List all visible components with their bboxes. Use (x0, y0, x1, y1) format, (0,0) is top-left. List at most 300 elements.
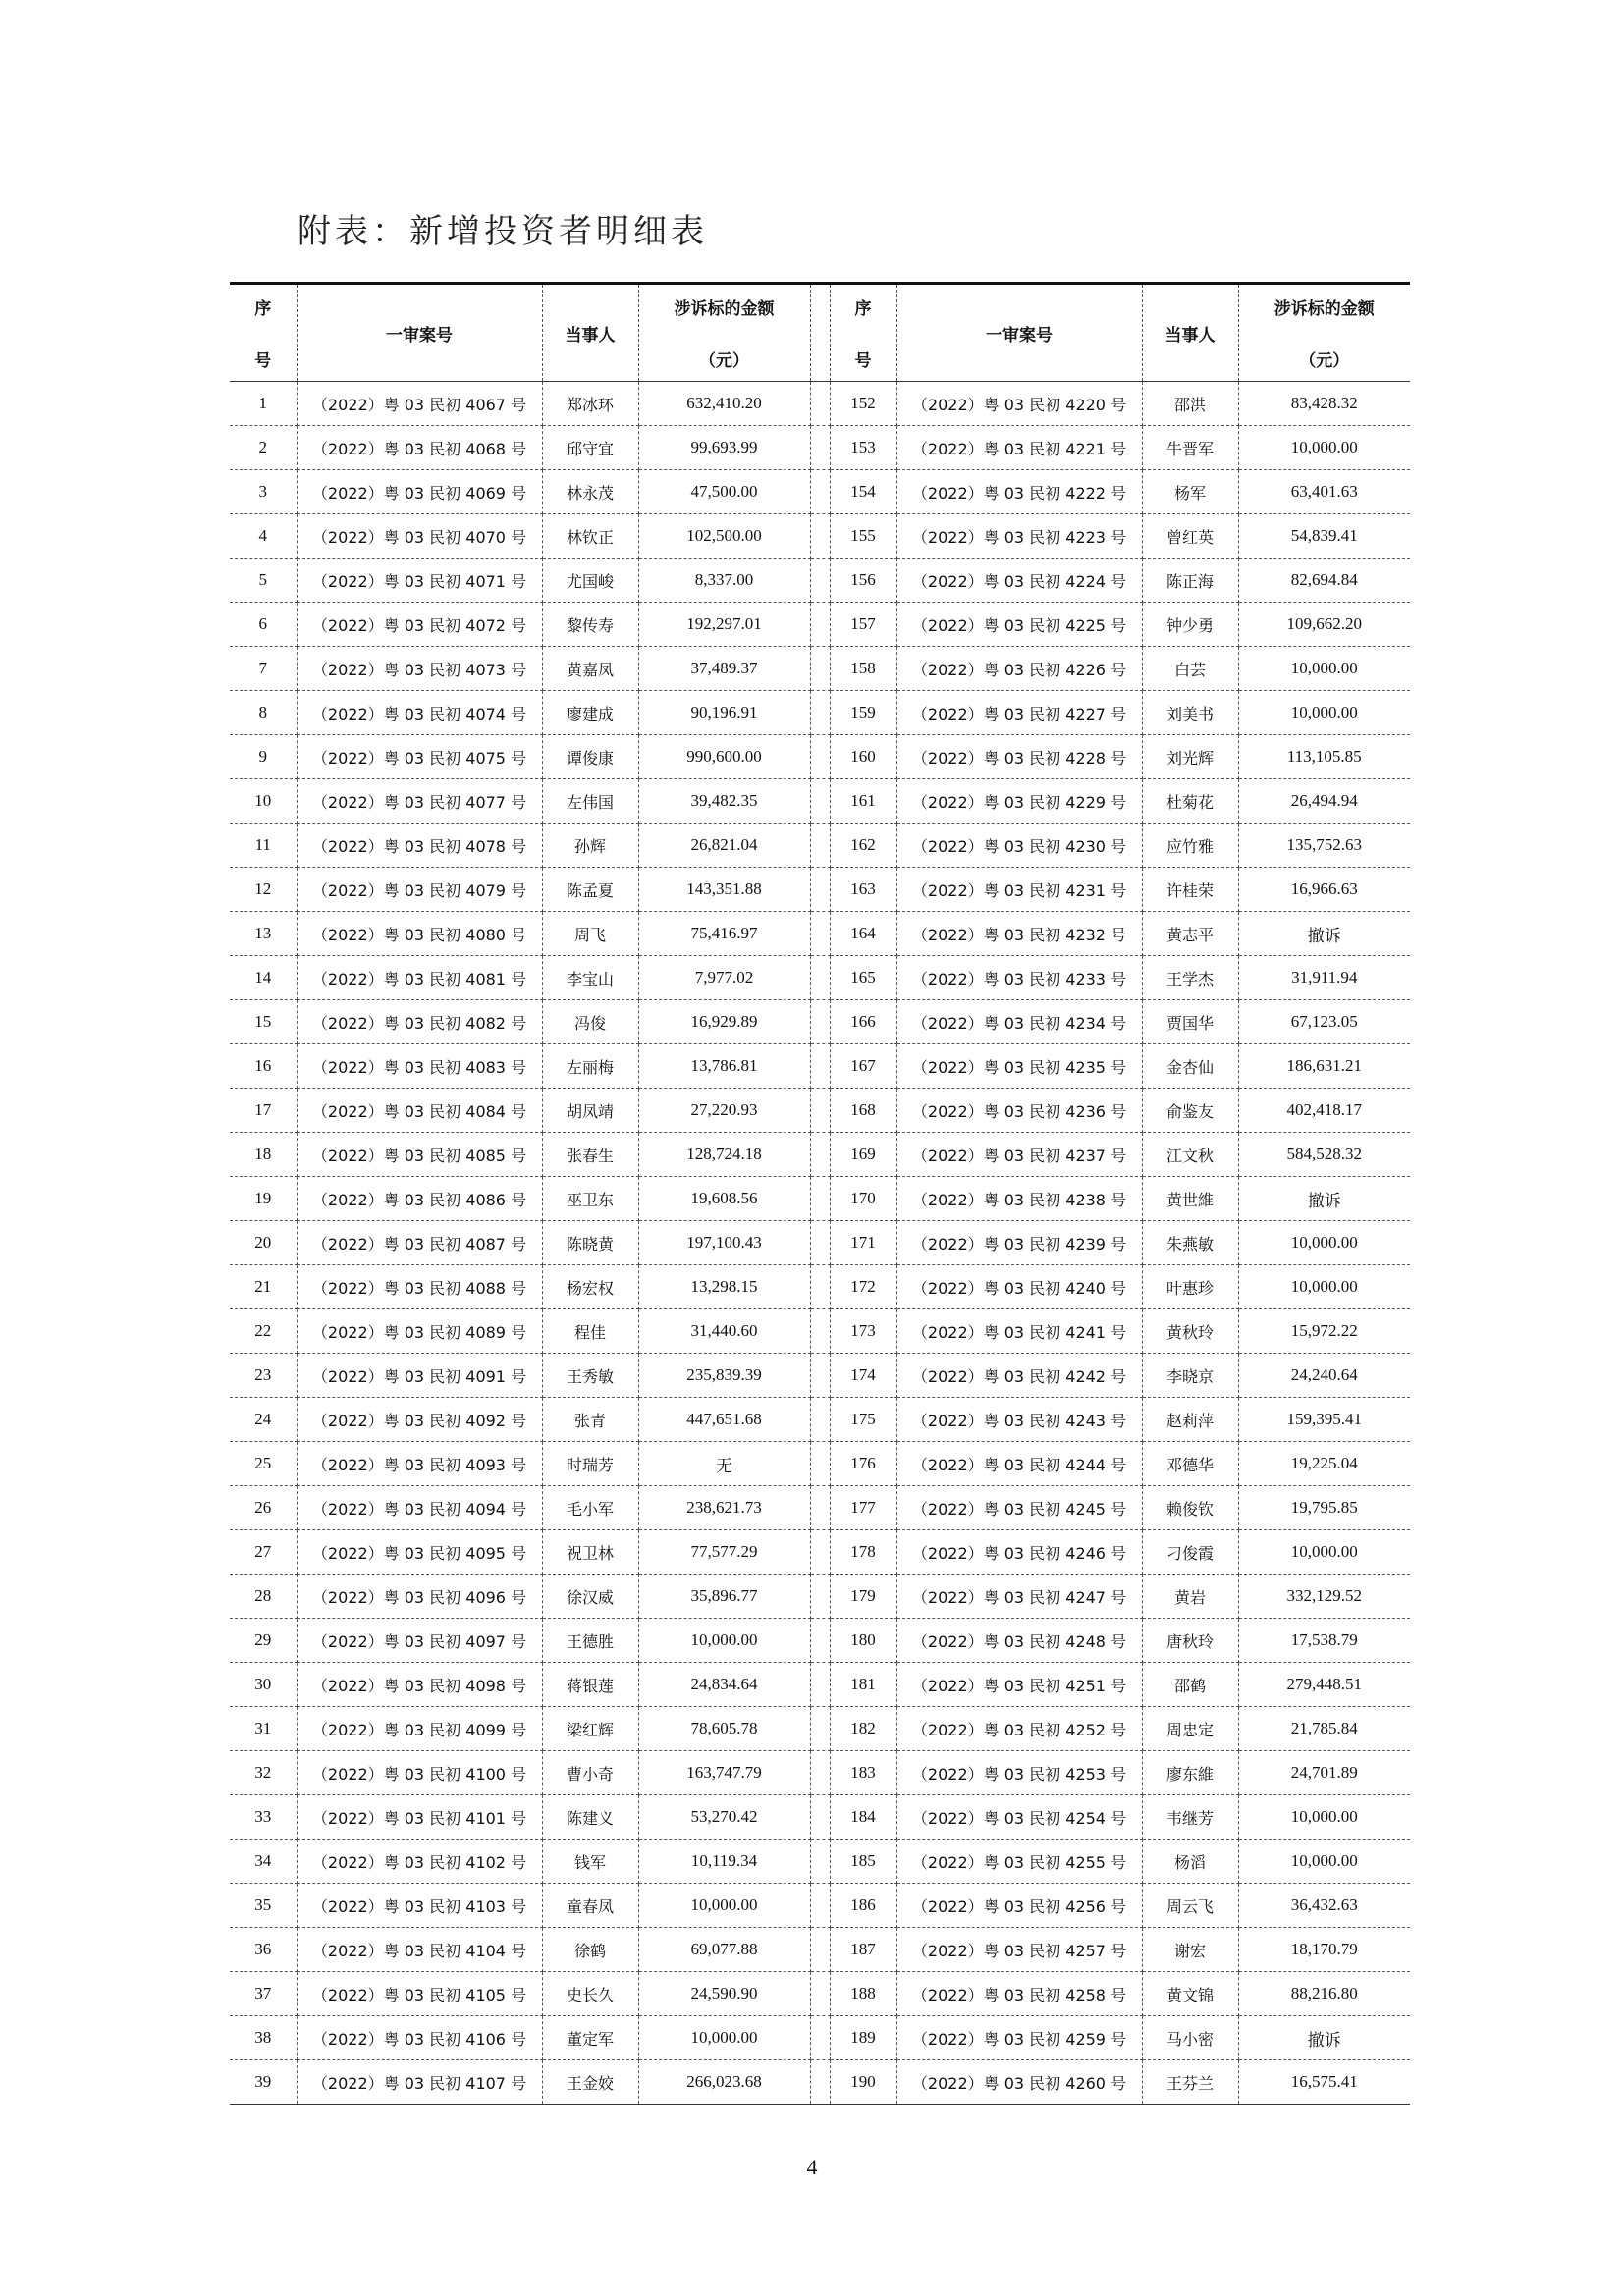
cell-case-number: （2022）粤 03 民初 4094 号 (297, 1486, 542, 1530)
cell-seq: 3 (230, 470, 297, 514)
cell-case-number: （2022）粤 03 民初 4083 号 (297, 1044, 542, 1089)
table-row (230, 1309, 1410, 1354)
cell-amount: 143,351.88 (638, 868, 810, 912)
cell-case-number: （2022）粤 03 民初 4236 号 (896, 1089, 1142, 1133)
table-row (230, 1044, 1410, 1089)
cell-party: 王秀敏 (542, 1354, 638, 1398)
cell-amount: 36,432.63 (1238, 1884, 1410, 1928)
cell-party: 梁红辉 (542, 1707, 638, 1751)
cell-case-number: （2022）粤 03 民初 4103 号 (297, 1884, 542, 1928)
cell-gap (810, 2060, 830, 2105)
cell-gap (810, 1177, 830, 1221)
cell-seq: 190 (830, 2060, 896, 2105)
cell-party: 陈正海 (1142, 559, 1238, 603)
cell-party: 李晓京 (1142, 1354, 1238, 1398)
cell-amount: 10,000.00 (1238, 1530, 1410, 1575)
cell-amount: 8,337.00 (638, 559, 810, 603)
cell-party: 杨宏权 (542, 1265, 638, 1309)
cell-seq: 17 (230, 1089, 297, 1133)
table-row (230, 1795, 1410, 1840)
cell-seq: 2 (230, 426, 297, 470)
cell-amount: 10,119.34 (638, 1840, 810, 1884)
table-row (230, 514, 1410, 559)
cell-amount: 37,489.37 (638, 647, 810, 691)
cell-amount: 24,590.90 (638, 1972, 810, 2016)
cell-party: 钱军 (542, 1840, 638, 1884)
cell-party: 王德胜 (542, 1619, 638, 1663)
cell-amount: 7,977.02 (638, 956, 810, 1000)
cell-seq: 185 (830, 1840, 896, 1884)
cell-amount: 192,297.01 (638, 603, 810, 647)
cell-party: 尤国峻 (542, 559, 638, 603)
cell-amount: 238,621.73 (638, 1486, 810, 1530)
cell-party: 毛小军 (542, 1486, 638, 1530)
cell-case-number: （2022）粤 03 民初 4226 号 (896, 647, 1142, 691)
cell-case-number: （2022）粤 03 民初 4254 号 (896, 1795, 1142, 1840)
cell-gap (810, 426, 830, 470)
cell-case-number: （2022）粤 03 民初 4231 号 (896, 868, 1142, 912)
cell-seq: 167 (830, 1044, 896, 1089)
cell-seq: 182 (830, 1707, 896, 1751)
cell-amount: 78,605.78 (638, 1707, 810, 1751)
cell-party: 周云飞 (1142, 1884, 1238, 1928)
cell-gap (810, 382, 830, 426)
cell-case-number: （2022）粤 03 民初 4237 号 (896, 1133, 1142, 1177)
cell-gap (810, 470, 830, 514)
cell-gap (810, 824, 830, 868)
cell-seq: 156 (830, 559, 896, 603)
cell-amount: 186,631.21 (1238, 1044, 1410, 1089)
cell-case-number: （2022）粤 03 民初 4069 号 (297, 470, 542, 514)
cell-case-number: （2022）粤 03 民初 4248 号 (896, 1619, 1142, 1663)
cell-seq: 6 (230, 603, 297, 647)
cell-gap (810, 1795, 830, 1840)
cell-seq: 14 (230, 956, 297, 1000)
cell-amount: 10,000.00 (1238, 647, 1410, 691)
cell-seq: 152 (830, 382, 896, 426)
cell-party: 陈建义 (542, 1795, 638, 1840)
cell-amount: 撤诉 (1238, 912, 1410, 956)
cell-case-number: （2022）粤 03 民初 4245 号 (896, 1486, 1142, 1530)
cell-gap (810, 2016, 830, 2060)
cell-amount: 10,000.00 (1238, 1840, 1410, 1884)
cell-party: 谢宏 (1142, 1928, 1238, 1972)
table-header-row (230, 284, 1410, 382)
cell-gap (810, 603, 830, 647)
cell-case-number: （2022）粤 03 民初 4099 号 (297, 1707, 542, 1751)
cell-party: 黄嘉凤 (542, 647, 638, 691)
cell-gap (810, 647, 830, 691)
cell-case-number: （2022）粤 03 民初 4089 号 (297, 1309, 542, 1354)
cell-seq: 173 (830, 1309, 896, 1354)
cell-case-number: （2022）粤 03 民初 4224 号 (896, 559, 1142, 603)
cell-seq: 1 (230, 382, 297, 426)
cell-amount: 75,416.97 (638, 912, 810, 956)
cell-seq: 183 (830, 1751, 896, 1795)
cell-seq: 163 (830, 868, 896, 912)
cell-case-number: （2022）粤 03 民初 4078 号 (297, 824, 542, 868)
cell-case-number: （2022）粤 03 民初 4106 号 (297, 2016, 542, 2060)
cell-gap (810, 1000, 830, 1044)
header-seq-right (830, 284, 896, 382)
cell-amount: 128,724.18 (638, 1133, 810, 1177)
cell-party: 邱守宜 (542, 426, 638, 470)
cell-amount: 15,972.22 (1238, 1309, 1410, 1354)
cell-amount: 447,651.68 (638, 1398, 810, 1442)
header-amount-right (1238, 284, 1410, 382)
cell-party: 黄岩 (1142, 1575, 1238, 1619)
cell-case-number: （2022）粤 03 民初 4239 号 (896, 1221, 1142, 1265)
cell-case-number: （2022）粤 03 民初 4244 号 (896, 1442, 1142, 1486)
cell-case-number: （2022）粤 03 民初 4229 号 (896, 779, 1142, 824)
cell-case-number: （2022）粤 03 民初 4253 号 (896, 1751, 1142, 1795)
cell-case-number: （2022）粤 03 民初 4091 号 (297, 1354, 542, 1398)
cell-seq: 35 (230, 1884, 297, 1928)
cell-party: 黄志平 (1142, 912, 1238, 956)
header-party: 当事人 (542, 284, 638, 382)
cell-seq: 178 (830, 1530, 896, 1575)
cell-case-number: （2022）粤 03 民初 4241 号 (896, 1309, 1142, 1354)
cell-amount: 24,834.64 (638, 1663, 810, 1707)
cell-party: 谭俊康 (542, 735, 638, 779)
cell-party: 叶惠珍 (1142, 1265, 1238, 1309)
table-row (230, 470, 1410, 514)
cell-party: 徐汉威 (542, 1575, 638, 1619)
cell-seq: 4 (230, 514, 297, 559)
table-row (230, 1486, 1410, 1530)
cell-case-number: （2022）粤 03 民初 4222 号 (896, 470, 1142, 514)
cell-seq: 168 (830, 1089, 896, 1133)
cell-amount: 16,966.63 (1238, 868, 1410, 912)
cell-party: 杨滔 (1142, 1840, 1238, 1884)
cell-party: 贾国华 (1142, 1000, 1238, 1044)
cell-seq: 32 (230, 1751, 297, 1795)
table-row (230, 912, 1410, 956)
header-amount-line2: （元） (699, 351, 749, 371)
table-row (230, 1972, 1410, 2016)
cell-party: 王芬兰 (1142, 2060, 1238, 2105)
investor-detail-table (230, 282, 1410, 2105)
cell-case-number: （2022）粤 03 民初 4232 号 (896, 912, 1142, 956)
cell-party: 曹小奇 (542, 1751, 638, 1795)
cell-seq: 180 (830, 1619, 896, 1663)
cell-amount: 26,494.94 (1238, 779, 1410, 824)
cell-amount: 10,000.00 (1238, 1221, 1410, 1265)
table-row (230, 735, 1410, 779)
table-row (230, 779, 1410, 824)
cell-case-number: （2022）粤 03 民初 4260 号 (896, 2060, 1142, 2105)
header-case-right: 一审案号 (896, 284, 1142, 382)
cell-case-number: （2022）粤 03 民初 4087 号 (297, 1221, 542, 1265)
table-row (230, 1619, 1410, 1663)
cell-party: 黄文锦 (1142, 1972, 1238, 2016)
cell-seq: 155 (830, 514, 896, 559)
table-row (230, 1221, 1410, 1265)
cell-seq: 160 (830, 735, 896, 779)
cell-amount: 18,170.79 (1238, 1928, 1410, 1972)
cell-seq: 187 (830, 1928, 896, 1972)
cell-party: 杜菊花 (1142, 779, 1238, 824)
cell-case-number: （2022）粤 03 民初 4246 号 (896, 1530, 1142, 1575)
cell-party: 俞鉴友 (1142, 1089, 1238, 1133)
cell-party: 钟少勇 (1142, 603, 1238, 647)
table-row (230, 426, 1410, 470)
cell-seq: 188 (830, 1972, 896, 2016)
page-number: 4 (806, 2155, 818, 2179)
cell-case-number: （2022）粤 03 民初 4071 号 (297, 559, 542, 603)
cell-amount: 19,608.56 (638, 1177, 810, 1221)
cell-party: 祝卫林 (542, 1530, 638, 1575)
cell-seq: 23 (230, 1354, 297, 1398)
cell-party: 周飞 (542, 912, 638, 956)
cell-case-number: （2022）粤 03 民初 4102 号 (297, 1840, 542, 1884)
table-row (230, 1265, 1410, 1309)
table-row (230, 1663, 1410, 1707)
cell-party: 左丽梅 (542, 1044, 638, 1089)
table-row (230, 2060, 1410, 2105)
cell-amount: 235,839.39 (638, 1354, 810, 1398)
header-amount-line1: 涉诉标的金额 (674, 299, 775, 319)
cell-amount: 159,395.41 (1238, 1398, 1410, 1442)
cell-seq: 162 (830, 824, 896, 868)
cell-party: 黄世維 (1142, 1177, 1238, 1221)
cell-amount: 19,225.04 (1238, 1442, 1410, 1486)
cell-seq: 179 (830, 1575, 896, 1619)
cell-gap (810, 1486, 830, 1530)
cell-party: 童春凤 (542, 1884, 638, 1928)
cell-party: 马小密 (1142, 2016, 1238, 2060)
cell-party: 陈晓黄 (542, 1221, 638, 1265)
table-row (230, 1000, 1410, 1044)
cell-case-number: （2022）粤 03 民初 4093 号 (297, 1442, 542, 1486)
cell-party: 程佳 (542, 1309, 638, 1354)
table-row (230, 1089, 1410, 1133)
table-row (230, 1398, 1410, 1442)
cell-case-number: （2022）粤 03 民初 4234 号 (896, 1000, 1142, 1044)
cell-gap (810, 1442, 830, 1486)
table-row (230, 691, 1410, 735)
table-row (230, 1177, 1410, 1221)
cell-amount: 82,694.84 (1238, 559, 1410, 603)
cell-seq: 5 (230, 559, 297, 603)
cell-party: 黄秋玲 (1142, 1309, 1238, 1354)
cell-amount: 13,786.81 (638, 1044, 810, 1089)
cell-amount: 24,240.64 (1238, 1354, 1410, 1398)
cell-party: 史长久 (542, 1972, 638, 2016)
cell-seq: 7 (230, 647, 297, 691)
table-row (230, 1530, 1410, 1575)
cell-seq: 158 (830, 647, 896, 691)
cell-amount: 24,701.89 (1238, 1751, 1410, 1795)
cell-gap (810, 779, 830, 824)
cell-party: 蒋银莲 (542, 1663, 638, 1707)
cell-amount: 163,747.79 (638, 1751, 810, 1795)
cell-party: 朱燕敏 (1142, 1221, 1238, 1265)
cell-seq: 28 (230, 1575, 297, 1619)
cell-gap (810, 912, 830, 956)
cell-amount: 27,220.93 (638, 1089, 810, 1133)
header-amount-line1: 涉诉标的金额 (1273, 299, 1375, 319)
cell-seq: 169 (830, 1133, 896, 1177)
cell-party: 廖建成 (542, 691, 638, 735)
cell-case-number: （2022）粤 03 民初 4242 号 (896, 1354, 1142, 1398)
cell-party: 金杏仙 (1142, 1044, 1238, 1089)
cell-party: 牛晋军 (1142, 426, 1238, 470)
cell-case-number: （2022）粤 03 民初 4220 号 (896, 382, 1142, 426)
cell-case-number: （2022）粤 03 民初 4233 号 (896, 956, 1142, 1000)
cell-seq: 189 (830, 2016, 896, 2060)
cell-case-number: （2022）粤 03 民初 4258 号 (896, 1972, 1142, 2016)
cell-gap (810, 956, 830, 1000)
cell-amount: 撤诉 (1238, 1177, 1410, 1221)
cell-amount: 135,752.63 (1238, 824, 1410, 868)
cell-gap (810, 1530, 830, 1575)
cell-party: 巫卫东 (542, 1177, 638, 1221)
cell-case-number: （2022）粤 03 民初 4072 号 (297, 603, 542, 647)
cell-party: 曾红英 (1142, 514, 1238, 559)
cell-amount: 63,401.63 (1238, 470, 1410, 514)
cell-seq: 20 (230, 1221, 297, 1265)
cell-case-number: （2022）粤 03 民初 4074 号 (297, 691, 542, 735)
cell-case-number: （2022）粤 03 民初 4107 号 (297, 2060, 542, 2105)
cell-case-number: （2022）粤 03 民初 4243 号 (896, 1398, 1142, 1442)
cell-seq: 21 (230, 1265, 297, 1309)
cell-seq: 8 (230, 691, 297, 735)
table-row (230, 1707, 1410, 1751)
cell-seq: 37 (230, 1972, 297, 2016)
cell-amount: 113,105.85 (1238, 735, 1410, 779)
table-row (230, 956, 1410, 1000)
cell-party: 孙辉 (542, 824, 638, 868)
cell-seq: 9 (230, 735, 297, 779)
cell-gap (810, 1575, 830, 1619)
cell-amount: 990,600.00 (638, 735, 810, 779)
cell-case-number: （2022）粤 03 民初 4096 号 (297, 1575, 542, 1619)
cell-amount: 无 (638, 1442, 810, 1486)
cell-amount: 632,410.20 (638, 382, 810, 426)
header-case: 一审案号 (297, 284, 542, 382)
cell-amount: 31,440.60 (638, 1309, 810, 1354)
cell-amount: 10,000.00 (1238, 1795, 1410, 1840)
cell-amount: 109,662.20 (1238, 603, 1410, 647)
cell-party: 郑冰环 (542, 382, 638, 426)
cell-case-number: （2022）粤 03 民初 4256 号 (896, 1884, 1142, 1928)
cell-case-number: （2022）粤 03 民初 4095 号 (297, 1530, 542, 1575)
cell-gap (810, 1221, 830, 1265)
cell-seq: 16 (230, 1044, 297, 1089)
cell-amount: 17,538.79 (1238, 1619, 1410, 1663)
cell-amount: 266,023.68 (638, 2060, 810, 2105)
cell-case-number: （2022）粤 03 民初 4104 号 (297, 1928, 542, 1972)
cell-case-number: （2022）粤 03 民初 4228 号 (896, 735, 1142, 779)
table-row (230, 603, 1410, 647)
cell-amount: 21,785.84 (1238, 1707, 1410, 1751)
cell-seq: 18 (230, 1133, 297, 1177)
cell-gap (810, 1751, 830, 1795)
table-row (230, 1928, 1410, 1972)
cell-case-number: （2022）粤 03 民初 4105 号 (297, 1972, 542, 2016)
table-row (230, 1575, 1410, 1619)
cell-case-number: （2022）粤 03 民初 4098 号 (297, 1663, 542, 1707)
cell-seq: 153 (830, 426, 896, 470)
cell-seq: 12 (230, 868, 297, 912)
cell-party: 林永茂 (542, 470, 638, 514)
cell-seq: 186 (830, 1884, 896, 1928)
cell-party: 王学杰 (1142, 956, 1238, 1000)
cell-case-number: （2022）粤 03 民初 4251 号 (896, 1663, 1142, 1707)
cell-gap (810, 1884, 830, 1928)
cell-party: 韦继芳 (1142, 1795, 1238, 1840)
cell-gap (810, 691, 830, 735)
cell-amount: 67,123.05 (1238, 1000, 1410, 1044)
cell-gap (810, 1840, 830, 1884)
cell-party: 林钦正 (542, 514, 638, 559)
cell-party: 徐鹤 (542, 1928, 638, 1972)
header-amount (638, 284, 810, 382)
cell-seq: 176 (830, 1442, 896, 1486)
cell-gap (810, 514, 830, 559)
cell-seq: 172 (830, 1265, 896, 1309)
cell-case-number: （2022）粤 03 民初 4225 号 (896, 603, 1142, 647)
cell-case-number: （2022）粤 03 民初 4255 号 (896, 1840, 1142, 1884)
cell-gap (810, 1928, 830, 1972)
cell-party: 白芸 (1142, 647, 1238, 691)
cell-party: 冯俊 (542, 1000, 638, 1044)
cell-seq: 31 (230, 1707, 297, 1751)
header-seq-line2: 号 (254, 351, 272, 371)
cell-seq: 36 (230, 1928, 297, 1972)
cell-amount: 99,693.99 (638, 426, 810, 470)
table-row (230, 1442, 1410, 1486)
cell-seq: 10 (230, 779, 297, 824)
cell-seq: 11 (230, 824, 297, 868)
cell-case-number: （2022）粤 03 民初 4238 号 (896, 1177, 1142, 1221)
cell-party: 黎传寿 (542, 603, 638, 647)
cell-gap (810, 1972, 830, 2016)
cell-party: 陈孟夏 (542, 868, 638, 912)
cell-party: 刁俊霞 (1142, 1530, 1238, 1575)
cell-party: 董定军 (542, 2016, 638, 2060)
cell-party: 杨军 (1142, 470, 1238, 514)
table-row (230, 382, 1410, 426)
cell-seq: 164 (830, 912, 896, 956)
cell-case-number: （2022）粤 03 民初 4235 号 (896, 1044, 1142, 1089)
cell-case-number: （2022）粤 03 民初 4081 号 (297, 956, 542, 1000)
cell-party: 李宝山 (542, 956, 638, 1000)
header-seq-line1: 序 (854, 299, 872, 319)
cell-seq: 154 (830, 470, 896, 514)
cell-seq: 29 (230, 1619, 297, 1663)
cell-amount: 54,839.41 (1238, 514, 1410, 559)
cell-amount: 10,000.00 (1238, 426, 1410, 470)
cell-amount: 撤诉 (1238, 2016, 1410, 2060)
cell-seq: 174 (830, 1354, 896, 1398)
cell-amount: 39,482.35 (638, 779, 810, 824)
table-row (230, 559, 1410, 603)
cell-seq: 33 (230, 1795, 297, 1840)
cell-party: 时瑞芳 (542, 1442, 638, 1486)
cell-seq: 166 (830, 1000, 896, 1044)
cell-case-number: （2022）粤 03 民初 4080 号 (297, 912, 542, 956)
cell-amount: 90,196.91 (638, 691, 810, 735)
cell-party: 邵鹤 (1142, 1663, 1238, 1707)
table-row (230, 2016, 1410, 2060)
cell-amount: 279,448.51 (1238, 1663, 1410, 1707)
header-seq-line1: 序 (254, 299, 272, 319)
cell-party: 王金姣 (542, 2060, 638, 2105)
table-row (230, 1751, 1410, 1795)
cell-seq: 170 (830, 1177, 896, 1221)
